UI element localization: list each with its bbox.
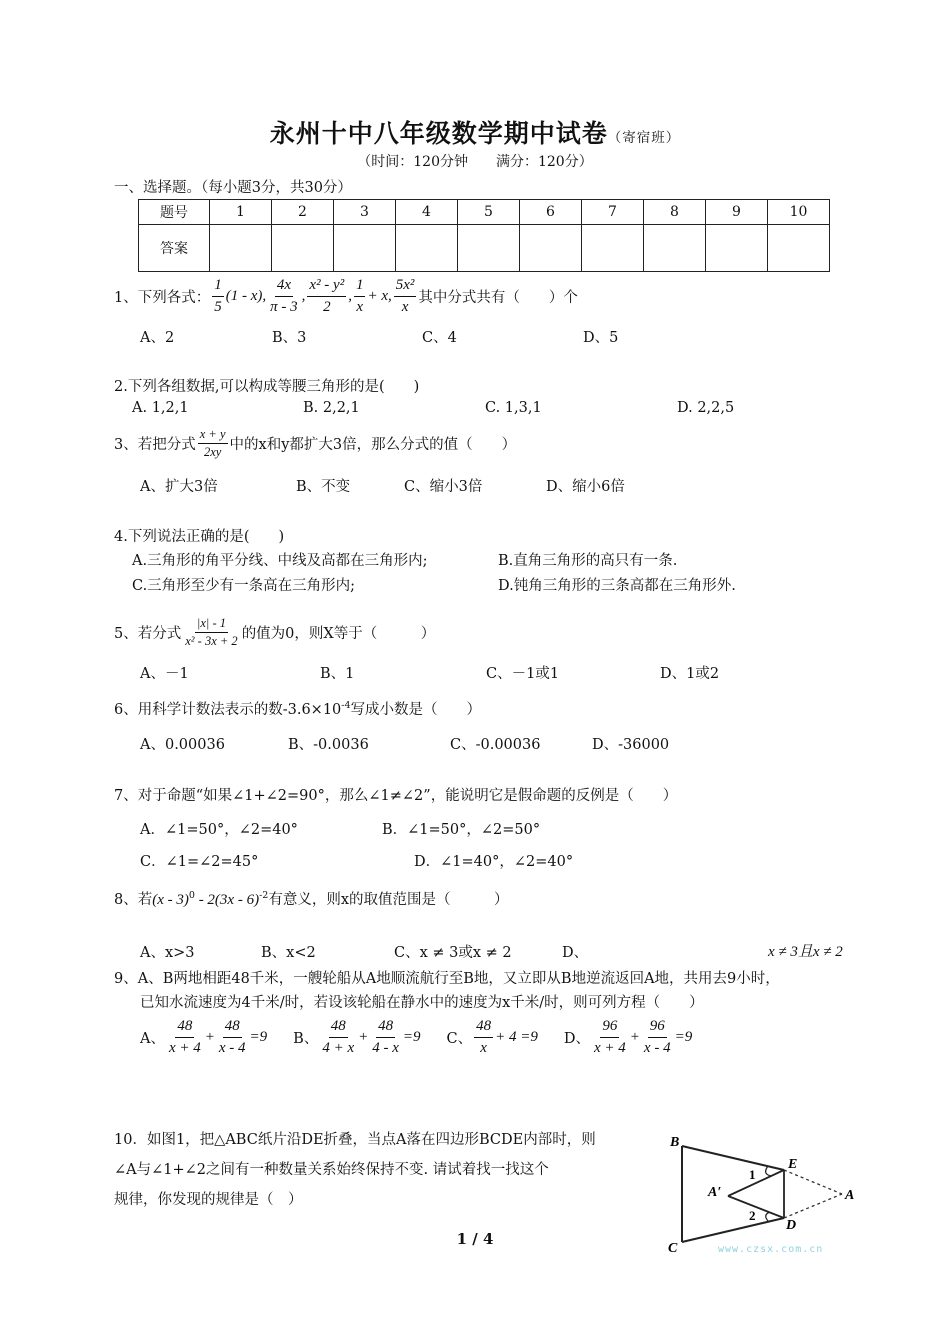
q1-e4-num: 1	[354, 275, 366, 297]
exam-subtitle: （时间：120分钟 满分：120分）	[357, 154, 593, 170]
q5-option-c: C、－1或1	[486, 666, 560, 682]
q1-option-d: D、5	[583, 330, 619, 346]
q3-num: x + y	[198, 426, 228, 444]
exam-title	[0, 114, 950, 150]
q1-e4-tail: + x,	[367, 288, 392, 304]
q9-b-n1: 48	[329, 1016, 348, 1038]
q8-option-a: A、x>3	[140, 945, 195, 961]
q6-stem-text: 6、用科学计数法表示的数-3.6×10	[114, 702, 342, 718]
q1-e4-den: x	[356, 299, 364, 315]
q5-den: x² - 3x + 2	[185, 634, 238, 648]
q9-c-n1: 48	[474, 1016, 493, 1038]
q1-e2-den: π - 3	[270, 299, 298, 315]
question-2-stem: 2.下列各组数据,可以构成等腰三角形的是( )	[114, 379, 420, 395]
section-heading: 一、选择题。（每小题3分，共30分）	[114, 180, 352, 196]
answer-cell[interactable]	[334, 225, 396, 272]
q8-option-c: C、x ≠ 3或x ≠ 2	[394, 945, 512, 961]
q8-prefix: 8、若	[114, 892, 153, 908]
q9-d-eq: =9	[674, 1029, 693, 1045]
question-10-line-3: 规律，你发现的规律是（ ）	[114, 1192, 303, 1208]
q1-e1-num: 1	[212, 275, 224, 297]
q6-option-c: C、-0.00036	[450, 737, 541, 753]
q9-a-d2: x - 4	[218, 1040, 246, 1056]
question-number-cell: 7	[582, 200, 644, 225]
q6-option-a: A、0.00036	[140, 737, 225, 753]
q8-option-d-value: x ≠ 3且x ≠ 2	[768, 944, 843, 960]
question-number-cell: 6	[520, 200, 582, 225]
question-number-cell: 4	[396, 200, 458, 225]
question-9-line-1: 9、A、B两地相距48千米，一艘轮船从A地顺流航行至B地，又立即从B地逆流返回A地，共用去9小时，	[114, 971, 780, 987]
q4-option-b: B.直角三角形的高只有一条.	[498, 553, 678, 569]
answer-cell[interactable]	[272, 225, 334, 272]
q9-option-b-label: B、	[293, 1031, 319, 1047]
segment-da-prime	[728, 1196, 784, 1218]
q4-option-a: A.三角形的角平分线、中线及高都在三角形内;	[132, 553, 428, 569]
q9-a-d1: x + 4	[168, 1040, 201, 1056]
q9-option-d-label: D、	[563, 1031, 591, 1047]
q1-e3-num: x² - y²	[307, 275, 346, 297]
q3-fraction	[198, 426, 228, 461]
q9-b-frac-1	[320, 1016, 356, 1059]
q7-option-c: C．∠1=∠2=45°	[140, 854, 259, 870]
table-label-answer: 答案	[139, 225, 210, 272]
question-10-line-2: ∠A与∠1+∠2之间有一种数量关系始终保持不变. 请试着找一找这个	[114, 1162, 549, 1178]
q9-a-frac-2	[217, 1016, 248, 1059]
q3-option-a: A、扩大3倍	[140, 479, 218, 495]
answer-cell[interactable]	[458, 225, 520, 272]
q2-option-c: C. 1,3,1	[485, 400, 542, 416]
q8-exp-a: 0	[188, 890, 195, 902]
q8-option-d-label: D、	[562, 945, 589, 961]
question-1-stem	[114, 275, 578, 318]
q9-options	[140, 1016, 692, 1059]
q2-option-a: A. 1,2,1	[132, 400, 189, 416]
segment-da-dashed	[784, 1194, 842, 1218]
question-9-line-2: 已知水流速度为4千米/时，若设该轮船在静水中的速度为x千米/时，则可列方程（ ）	[140, 995, 704, 1011]
q1-fraction-5	[394, 275, 417, 318]
q9-d-n1: 96	[600, 1016, 619, 1038]
q9-c-frac-1	[474, 1016, 493, 1059]
q9-d-frac-1	[592, 1016, 628, 1059]
q9-a-n1: 48	[175, 1016, 194, 1038]
q1-e2-tail: ,	[301, 288, 306, 304]
q3-option-c: C、缩小3倍	[404, 479, 483, 495]
question-number-cell: 9	[706, 200, 768, 225]
answer-cell[interactable]	[768, 225, 830, 272]
q1-e5-num: 5x²	[394, 275, 417, 297]
q1-e3-tail: ,	[348, 288, 352, 304]
answer-cell[interactable]	[582, 225, 644, 272]
q2-option-d: D. 2,2,5	[677, 400, 735, 416]
segment-ea-prime	[728, 1170, 784, 1196]
exam-title-suffix: （寄宿班）	[607, 130, 681, 146]
q1-fraction-2	[268, 275, 300, 318]
question-7-stem: 7、对于命题“如果∠1+∠2=90°，那么∠1≠∠2”，能说明它是假命题的反例是（ ）	[114, 788, 678, 804]
q9-c-rest: + 4 =9	[495, 1029, 538, 1045]
segment-ea-dashed	[784, 1170, 842, 1194]
q9-option-c-label: C、	[446, 1031, 473, 1047]
q9-c-d1: x	[480, 1040, 487, 1056]
q7-option-b: B．∠1=50°，∠2=50°	[382, 822, 541, 838]
question-number-cell: 3	[334, 200, 396, 225]
label-a: A	[845, 1188, 855, 1203]
q9-d-d1: x + 4	[594, 1040, 626, 1056]
label-angle-2: 2	[749, 1208, 756, 1223]
question-4-stem: 4.下列说法正确的是( )	[114, 529, 285, 545]
q3-suffix: 中的x和y都扩大3倍，那么分式的值（ ）	[229, 437, 517, 453]
q9-d-frac-2	[642, 1016, 673, 1059]
answer-cell[interactable]	[520, 225, 582, 272]
q1-e5-den: x	[401, 299, 409, 315]
q3-den: 2xy	[203, 445, 222, 459]
label-d: D	[786, 1218, 797, 1233]
q4-option-c: C.三角形至少有一条高在三角形内;	[132, 578, 356, 594]
q5-num: |x| - 1	[195, 615, 228, 633]
exam-title-main: 永州十中八年级数学期中试卷	[269, 119, 608, 148]
q8-expr-a: (x - 3)	[152, 892, 189, 908]
answer-cell[interactable]	[210, 225, 272, 272]
q1-fraction-4	[354, 275, 366, 318]
q1-suffix: 其中分式共有（ ）个	[418, 290, 578, 306]
q1-e3-den: 2	[323, 299, 331, 315]
segment-be	[682, 1146, 784, 1170]
q9-a-eq: =9	[249, 1029, 268, 1045]
q5-prefix: 5、若分式	[114, 626, 182, 642]
q9-b-d1: 4 + x	[322, 1040, 355, 1056]
q1-e1-tail: (1 - x),	[225, 288, 267, 304]
question-number-cell: 1	[210, 200, 272, 225]
q9-b-frac-2	[370, 1016, 401, 1059]
q9-a-frac-1	[167, 1016, 203, 1059]
q9-d-plus: +	[629, 1029, 640, 1045]
q5-option-a: A、－1	[140, 666, 189, 682]
answer-cell[interactable]	[644, 225, 706, 272]
question-8-stem	[114, 888, 509, 909]
answer-table	[138, 199, 830, 272]
q9-b-n2: 48	[376, 1016, 395, 1038]
q1-fraction-3	[307, 275, 346, 318]
q5-suffix: 的值为0，则X等于（ ）	[241, 626, 436, 642]
q1-option-c: C、4	[422, 330, 457, 346]
question-5-stem	[114, 615, 435, 650]
q8-exp-b: -2	[259, 890, 269, 902]
question-number-cell: 5	[458, 200, 520, 225]
page-number: 1 / 4	[456, 1230, 494, 1248]
q9-a-plus: +	[204, 1029, 215, 1045]
q3-option-b: B、不变	[296, 479, 351, 495]
q4-option-d: D.钝角三角形的三条高都在三角形外.	[498, 578, 736, 594]
q6-exponent: -4	[341, 700, 351, 712]
question-10-line-1: 10．如图1，把△ABC纸片沿DE折叠，当点A落在四边形BCDE内部时，则	[114, 1132, 596, 1148]
q9-a-n2: 48	[223, 1016, 242, 1038]
answer-table-answer-row	[139, 225, 830, 272]
answer-cell[interactable]	[396, 225, 458, 272]
q1-option-b: B、3	[272, 330, 307, 346]
label-e: E	[788, 1157, 798, 1172]
q5-fraction	[183, 615, 239, 650]
q8-suffix: 有意义，则x的取值范围是（ ）	[268, 892, 509, 908]
q1-prefix: 1、下列各式：	[114, 290, 211, 306]
q6-option-b: B、-0.0036	[288, 737, 369, 753]
q7-option-a: A．∠1=50°，∠2=40°	[140, 822, 298, 838]
question-number-cell: 8	[644, 200, 706, 225]
q9-option-a-label: A、	[140, 1031, 165, 1047]
q8-option-b: B、x<2	[261, 945, 316, 961]
q9-b-plus: +	[358, 1029, 369, 1045]
watermark-text: www.czsx.com.cn	[718, 1244, 824, 1255]
q6-suffix: 写成小数是（ ）	[350, 702, 482, 718]
q5-option-d: D、1或2	[660, 666, 720, 682]
answer-table-header-row	[139, 200, 830, 225]
label-c: C	[668, 1241, 678, 1256]
q8-expr-b: - 2(3x - 6)	[194, 892, 260, 908]
q3-prefix: 3、若把分式	[114, 437, 196, 453]
answer-cell[interactable]	[706, 225, 768, 272]
q5-option-b: B、1	[320, 666, 355, 682]
q7-option-d: D．∠1=40°，∠2=40°	[414, 854, 574, 870]
question-6-stem	[114, 698, 481, 719]
q2-option-b: B. 2,2,1	[303, 400, 360, 416]
q1-e1-den: 5	[214, 299, 222, 315]
label-a-prime: A′	[708, 1185, 722, 1200]
table-label-number: 题号	[139, 200, 210, 225]
q9-d-n2: 96	[648, 1016, 667, 1038]
q9-b-d2: 4 - x	[372, 1040, 399, 1056]
q1-e2-num: 4x	[275, 275, 293, 297]
question-number-cell: 10	[768, 200, 830, 225]
q9-d-d2: x - 4	[643, 1040, 671, 1056]
q1-option-a: A、2	[140, 330, 175, 346]
q6-option-d: D、-36000	[592, 737, 670, 753]
label-b: B	[670, 1135, 680, 1150]
label-angle-1: 1	[749, 1167, 756, 1182]
question-number-cell: 2	[272, 200, 334, 225]
q9-b-eq: =9	[402, 1029, 421, 1045]
q3-option-d: D、缩小6倍	[546, 479, 625, 495]
question-3-stem	[114, 426, 516, 461]
q1-fraction-1	[212, 275, 224, 318]
